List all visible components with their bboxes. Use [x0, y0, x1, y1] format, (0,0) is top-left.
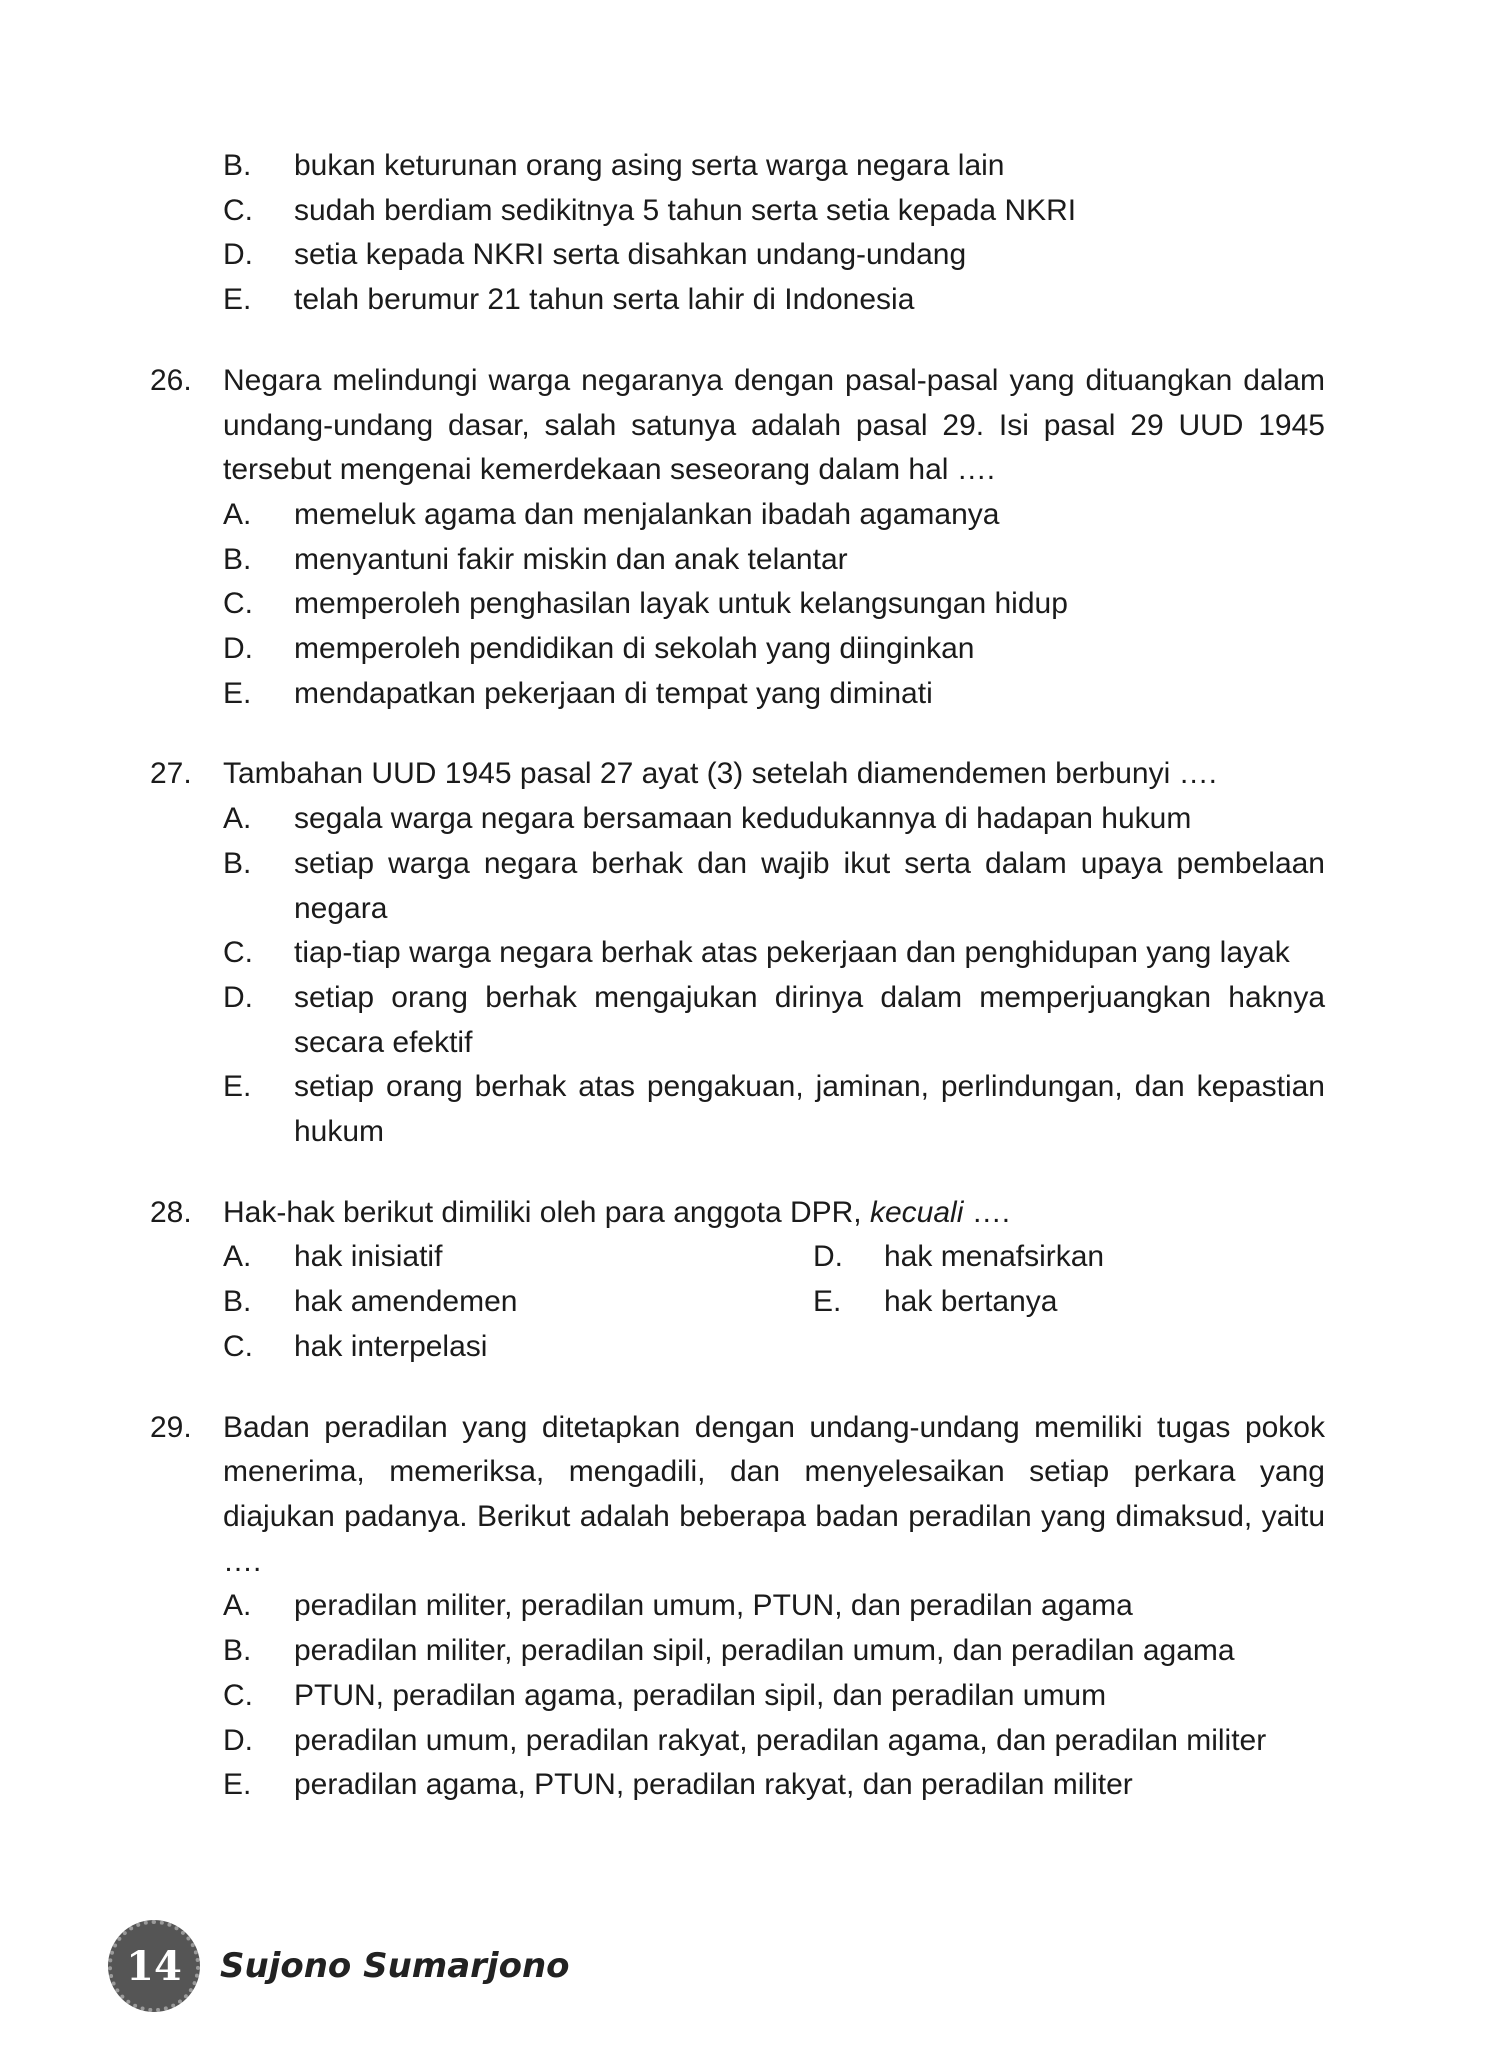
option-text: peradilan militer, peradilan umum, PTUN, dan peradilan agama [294, 1589, 1133, 1623]
option-a [223, 1235, 813, 1280]
question-25-continued [150, 144, 1325, 323]
option-b [223, 1280, 813, 1325]
option-text: memperoleh penghasilan layak untuk kelangsungan hidup [294, 587, 1068, 621]
option-text: peradilan umum, peradilan rakyat, peradilan agama, dan peradilan militer [294, 1723, 1267, 1757]
option-text: hak menafsirkan [884, 1240, 1105, 1274]
option-text: memeluk agama dan menjalankan ibadah agamanya [294, 497, 1000, 531]
option-text: hak inisiatif [294, 1240, 443, 1274]
option-text: menyantuni fakir miskin dan anak telantar [294, 542, 848, 576]
option-text: setiap warga negara berhak dan wajib ikut serta dalam upaya pembelaan negara [294, 846, 1325, 925]
option-letter: D. [223, 1723, 253, 1757]
option-letter: C. [223, 1329, 253, 1363]
question-text: Negara melindungi warga negaranya dengan pasal-pasal yang dituangkan dalam undang-undang dasar, salah satunya adalah pasal 29. Isi pasal 29 UUD 1945 tersebut mengenai kemerdekaan seseorang dalam hal …. [223, 363, 1325, 487]
option-letter: A. [223, 497, 252, 531]
options-list [223, 797, 1325, 1155]
option-b [223, 144, 1325, 189]
option-text: setia kepada NKRI serta disahkan undang-undang [294, 238, 967, 272]
options-grid [223, 1235, 1325, 1369]
option-letter: C. [223, 587, 253, 621]
question-number: 29. [150, 1410, 192, 1444]
page-footer [108, 1916, 570, 2016]
question-27 [150, 752, 1325, 1154]
option-text: peradilan militer, peradilan sipil, peradilan umum, dan peradilan agama [294, 1634, 1235, 1668]
option-text: tiap-tiap warga negara berhak atas pekerjaan dan penghidupan yang layak [294, 936, 1290, 970]
option-d [223, 976, 1325, 1065]
option-d [223, 1719, 1325, 1764]
option-letter: E. [223, 1070, 252, 1104]
option-a [223, 1584, 1325, 1629]
option-a [223, 493, 1325, 538]
option-c [223, 1674, 1325, 1719]
option-text: hak amendemen [294, 1285, 518, 1319]
option-letter: E. [223, 1768, 252, 1802]
page-number-badge [108, 1920, 200, 2012]
option-letter: A. [223, 802, 252, 836]
question-text-main: Hak-hak berikut dimiliki oleh para anggota DPR, [223, 1195, 862, 1229]
options-list [223, 493, 1325, 717]
question-stem [150, 1406, 1325, 1585]
author-name: Sujono Sumarjono [220, 1946, 570, 1986]
option-letter: A. [223, 1589, 252, 1623]
option-e [223, 672, 1325, 717]
question-29 [150, 1406, 1325, 1808]
option-text: setiap orang berhak atas pengakuan, jaminan, perlindungan, dan kepastian hukum [294, 1070, 1325, 1149]
option-text: peradilan agama, PTUN, peradilan rakyat, dan peradilan militer [294, 1768, 1133, 1802]
option-letter: E. [223, 676, 252, 710]
option-letter: B. [223, 1285, 252, 1319]
option-d [813, 1235, 1325, 1280]
question-number: 28. [150, 1195, 192, 1229]
option-c [223, 189, 1325, 234]
option-letter: C. [223, 193, 253, 227]
option-b [223, 1629, 1325, 1674]
question-stem [150, 359, 1325, 493]
option-text: bukan keturunan orang asing serta warga negara lain [294, 149, 1005, 182]
option-c [223, 1325, 813, 1370]
option-letter: B. [223, 1634, 252, 1668]
option-e [813, 1280, 1325, 1325]
page-content [150, 144, 1325, 1844]
option-letter: A. [223, 1240, 252, 1274]
option-e [223, 1763, 1325, 1808]
option-a [223, 797, 1325, 842]
option-text: hak bertanya [884, 1285, 1058, 1319]
option-text: telah berumur 21 tahun serta lahir di Indonesia [294, 283, 915, 317]
option-c [223, 582, 1325, 627]
option-e [223, 278, 1325, 323]
option-text: mendapatkan pekerjaan di tempat yang diminati [294, 676, 933, 710]
question-number: 27. [150, 757, 192, 791]
question-number: 26. [150, 363, 192, 397]
option-text: segala warga negara bersamaan kedudukannya di hadapan hukum [294, 802, 1192, 836]
option-text: setiap orang berhak mengajukan dirinya dalam memperjuangkan haknya secara efektif [294, 980, 1325, 1059]
option-b [223, 842, 1325, 931]
option-letter: E. [813, 1285, 842, 1319]
question-stem [150, 1191, 1325, 1236]
question-text-ellipsis: …. [971, 1195, 1011, 1229]
option-letter: C. [223, 1678, 253, 1712]
option-text: sudah berdiam sedikitnya 5 tahun serta setia kepada NKRI [294, 193, 1077, 227]
option-letter: E. [223, 283, 252, 317]
question-stem [150, 752, 1325, 797]
option-letter: B. [223, 149, 252, 182]
question-text [223, 1191, 1325, 1236]
option-letter: D. [223, 980, 253, 1014]
question-28 [150, 1191, 1325, 1370]
option-e [223, 1065, 1325, 1154]
question-26 [150, 359, 1325, 717]
option-letter: C. [223, 936, 253, 970]
option-letter: D. [223, 238, 253, 272]
page-number: 14 [126, 1942, 182, 1990]
option-text: PTUN, peradilan agama, peradilan sipil, dan peradilan umum [294, 1678, 1107, 1712]
option-b [223, 538, 1325, 583]
question-text: Tambahan UUD 1945 pasal 27 ayat (3) setelah diamendemen berbunyi …. [223, 757, 1217, 791]
option-text: memperoleh pendidikan di sekolah yang diinginkan [294, 632, 975, 666]
option-letter: B. [223, 846, 252, 880]
question-text: Badan peradilan yang ditetapkan dengan undang-undang memiliki tugas pokok menerima, memeriksa, mengadili, dan menyelesaikan setiap perkara yang diajukan padanya. Berikut adalah beberapa badan peradilan yang dimaksud, yaitu …. [223, 1410, 1325, 1578]
option-letter: D. [223, 632, 253, 666]
options-list [223, 1584, 1325, 1808]
option-d [223, 627, 1325, 672]
question-text-emphasis: kecuali [870, 1195, 964, 1229]
options-list [223, 144, 1325, 323]
option-letter: B. [223, 542, 252, 576]
option-d [223, 233, 1325, 278]
option-letter: D. [813, 1240, 843, 1274]
option-c [223, 931, 1325, 976]
option-text: hak interpelasi [294, 1329, 488, 1363]
